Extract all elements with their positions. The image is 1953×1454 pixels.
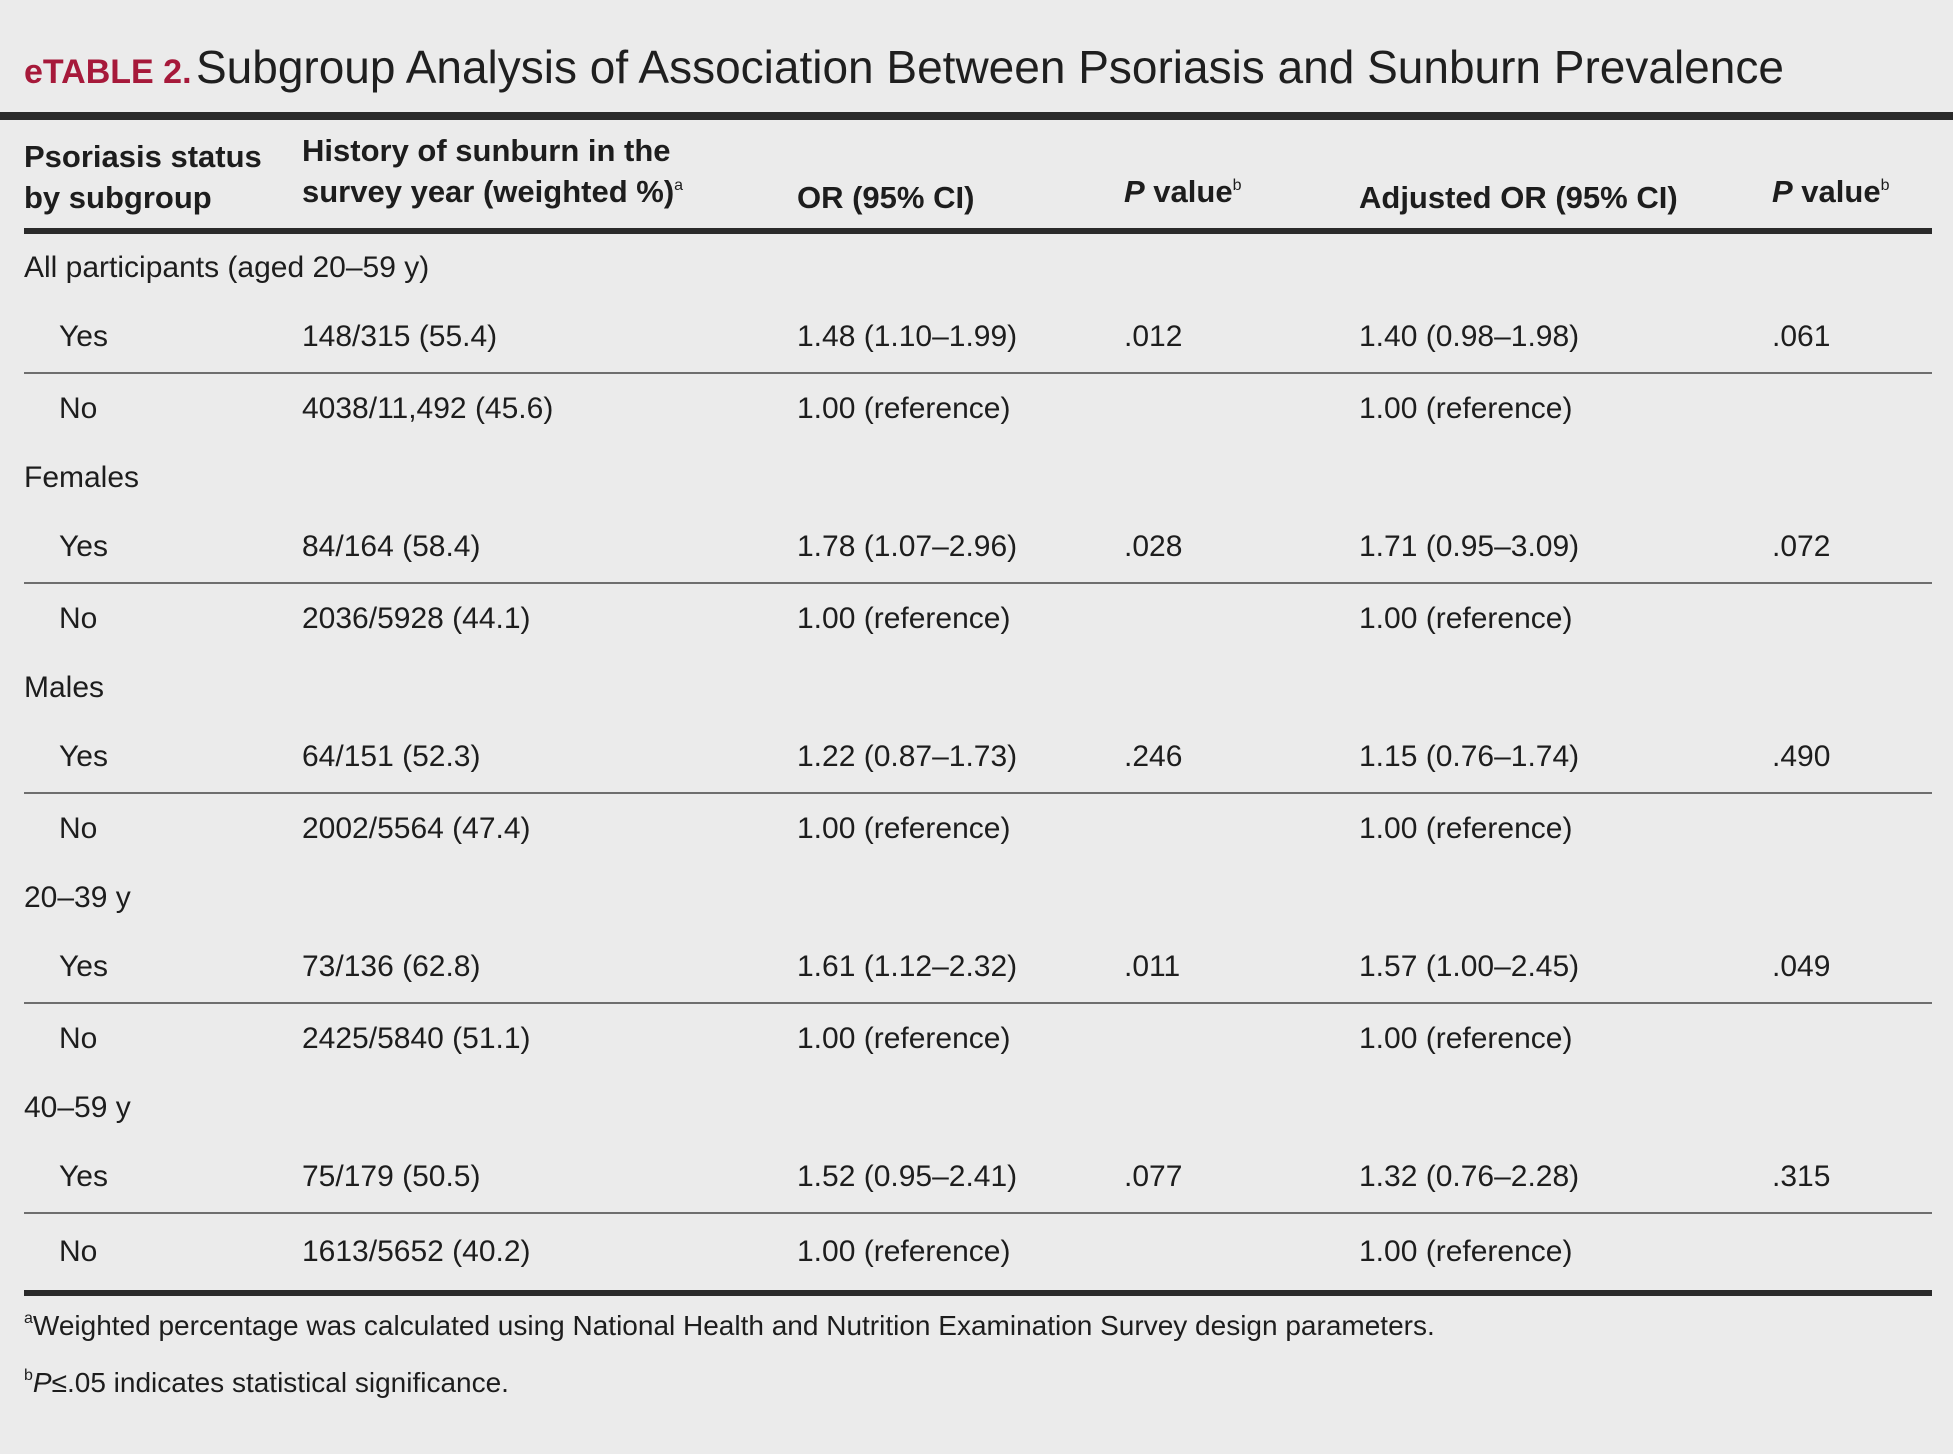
adjusted-p-value-cell <box>1772 1213 1932 1293</box>
adjusted-or-cell: 1.57 (1.00–2.45) <box>1359 932 1772 1003</box>
history-cell: 4038/11,492 (45.6) <box>302 392 554 425</box>
or-cell: 1.00 (reference) <box>797 1213 1124 1293</box>
table-title <box>24 40 1929 94</box>
history-cell: 75/179 (50.5) <box>302 1142 797 1213</box>
or-cell: 1.22 (0.87–1.73) <box>797 722 1124 793</box>
status-cell: No <box>59 812 98 845</box>
table-row <box>24 722 1932 793</box>
or-cell: 1.00 (reference) <box>797 812 1011 845</box>
group-label: Females <box>24 461 140 494</box>
p-value-cell: .028 <box>1124 512 1359 583</box>
status-cell: No <box>24 1213 302 1293</box>
group-row <box>24 1074 1932 1142</box>
table-title-text: Subgroup Analysis of Association Between Psoriasis and Sunburn Prevalence <box>195 41 1784 93</box>
adjusted-p-value-cell: .315 <box>1772 1142 1932 1213</box>
or-cell: 1.00 (reference) <box>797 602 1011 635</box>
group-row <box>24 444 1932 512</box>
history-cell: 2425/5840 (51.1) <box>302 1022 531 1055</box>
table-row <box>24 1142 1932 1213</box>
column-gap <box>1124 120 1126 126</box>
column-gap <box>773 120 775 126</box>
table-row <box>24 373 1932 444</box>
group-row <box>24 654 1932 722</box>
status-cell: Yes <box>24 512 302 583</box>
subgroup-analysis-table <box>24 130 1932 1296</box>
header-psoriasis-status: Psoriasis status by subgroup <box>24 130 302 231</box>
status-cell: Yes <box>24 1142 302 1213</box>
status-cell: Yes <box>24 302 302 373</box>
group-row <box>24 864 1932 932</box>
adjusted-or-cell: 1.32 (0.76–2.28) <box>1359 1142 1772 1213</box>
or-cell: 1.48 (1.10–1.99) <box>797 302 1124 373</box>
p-value-cell: .246 <box>1124 722 1359 793</box>
history-cell: 148/315 (55.4) <box>302 302 797 373</box>
p-value-cell: .011 <box>1124 932 1359 1003</box>
history-cell: 2002/5564 (47.4) <box>302 812 531 845</box>
column-gap <box>1332 120 1334 126</box>
header-sunburn-history: History of sunburn in the survey year (weighted %)$^a$ <box>302 130 797 231</box>
header-adjusted-p-value: P value$^b$ <box>1772 130 1932 231</box>
status-cell: No <box>59 602 98 635</box>
group-label: 20–39 y <box>24 881 131 914</box>
status-cell: No <box>59 1022 98 1055</box>
header-or: OR (95% CI) <box>797 130 1124 231</box>
or-cell: 1.61 (1.12–2.32) <box>797 932 1124 1003</box>
adjusted-or-cell: 1.71 (0.95–3.09) <box>1359 512 1772 583</box>
group-label: 40–59 y <box>24 1091 131 1124</box>
column-gap <box>1745 120 1747 126</box>
p-value-cell <box>1124 1213 1359 1293</box>
table-row <box>24 932 1932 1003</box>
header-row <box>24 130 1932 231</box>
adjusted-p-value-cell <box>1772 373 1932 444</box>
p-value-cell <box>1124 793 1359 864</box>
or-cell: 1.00 (reference) <box>797 392 1011 425</box>
adjusted-or-cell: 1.00 (reference) <box>1359 812 1573 845</box>
header-adjusted-or: Adjusted OR (95% CI) <box>1359 130 1772 231</box>
p-value-cell <box>1124 373 1359 444</box>
adjusted-or-cell: 1.00 (reference) <box>1359 1022 1573 1055</box>
or-cell: 1.00 (reference) <box>797 1022 1011 1055</box>
adjusted-or-cell: 1.00 (reference) <box>1359 1213 1772 1293</box>
adjusted-p-value-cell <box>1772 583 1932 654</box>
history-cell: 2036/5928 (44.1) <box>302 602 531 635</box>
adjusted-p-value-cell <box>1772 1003 1932 1074</box>
footnote-b: $^b$P≤.05 indicates statistical significance. <box>24 1367 509 1398</box>
group-row <box>24 231 1932 302</box>
adjusted-or-cell: 1.00 (reference) <box>1359 392 1573 425</box>
footnotes <box>24 1300 1435 1414</box>
p-value-cell: .077 <box>1124 1142 1359 1213</box>
or-cell: 1.78 (1.07–2.96) <box>797 512 1124 583</box>
adjusted-p-value-cell <box>1772 793 1932 864</box>
table-row <box>24 1003 1932 1074</box>
table-row <box>24 793 1932 864</box>
adjusted-or-cell: 1.00 (reference) <box>1359 602 1573 635</box>
adjusted-p-value-cell: .072 <box>1772 512 1932 583</box>
history-cell: 1613/5652 (40.2) <box>302 1213 797 1293</box>
p-value-cell: .012 <box>1124 302 1359 373</box>
table-row <box>24 302 1932 373</box>
status-cell: Yes <box>24 932 302 1003</box>
status-cell: Yes <box>24 722 302 793</box>
adjusted-p-value-cell: .049 <box>1772 932 1932 1003</box>
or-cell: 1.52 (0.95–2.41) <box>797 1142 1124 1213</box>
table-row <box>24 512 1932 583</box>
adjusted-p-value-cell: .061 <box>1772 302 1932 373</box>
status-cell: No <box>59 392 98 425</box>
footnote-a: $^a$Weighted percentage was calculated using National Health and Nutrition Examination Survey design parameters. <box>24 1310 1435 1341</box>
history-cell: 73/136 (62.8) <box>302 932 797 1003</box>
table-row <box>24 1213 1932 1293</box>
table-label: eTABLE 2. <box>24 53 192 91</box>
group-label: All participants (aged 20–59 y) <box>24 251 430 284</box>
adjusted-or-cell: 1.40 (0.98–1.98) <box>1359 302 1772 373</box>
adjusted-or-cell: 1.15 (0.76–1.74) <box>1359 722 1772 793</box>
header-p-value: P value$^b$ <box>1124 130 1359 231</box>
title-rule <box>0 112 1953 120</box>
history-cell: 84/164 (58.4) <box>302 512 797 583</box>
p-value-cell <box>1124 583 1359 654</box>
history-cell: 64/151 (52.3) <box>302 722 797 793</box>
column-gap <box>300 120 302 126</box>
p-value-cell <box>1124 1003 1359 1074</box>
table-row <box>24 583 1932 654</box>
adjusted-p-value-cell: .490 <box>1772 722 1932 793</box>
group-label: Males <box>24 671 105 704</box>
